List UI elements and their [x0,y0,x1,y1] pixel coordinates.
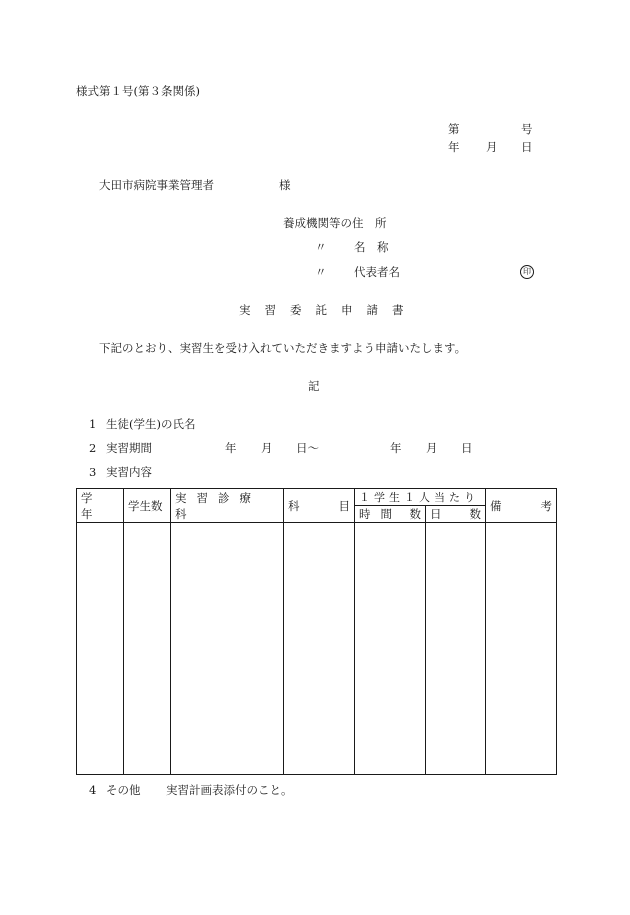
date-day: 日 [521,140,533,154]
header-hours: 時間 数 [355,506,426,523]
item2-label: 実習期間 [106,441,152,455]
item2-from-year: 年 [225,441,237,455]
doc-number-suffix: 号 [521,122,533,136]
item2-to-month: 月 [426,441,438,455]
date-year: 年 [448,140,460,154]
header-days: 日 数 [426,506,486,523]
body-subject-cell [284,523,355,775]
form-number: 様式第１号(第３条関係) [76,84,200,98]
applicant-name-ditto: 〃 [315,240,327,254]
body-remarks-cell [486,523,557,775]
header-grade: 学 年 [77,489,124,523]
header-per-student: １学生１人当たり [355,489,486,506]
seal-mark: 印 [520,265,534,279]
item2-to-day: 日 [461,441,473,455]
header-remarks: 備 考 [486,489,557,523]
item3-label: 実習内容 [106,465,152,479]
header-department: 実習診療科 [171,489,284,523]
body-hours-cell [355,523,426,775]
item2-from-month: 月 [261,441,273,455]
ki-heading: 記 [308,379,320,393]
item2-number: 2 [89,441,97,455]
item2-to-year: 年 [390,441,402,455]
item2-from-day: 日〜 [296,441,319,455]
addressee-name: 大田市病院事業管理者 [99,178,214,192]
item4-text: 実習計画表添付のこと。 [166,783,293,797]
training-content-table [76,488,557,775]
header-subject: 科 目 [284,489,355,523]
applicant-address-label: 養成機関等の住 所 [283,216,387,230]
item4-number: 4 [89,783,97,797]
body-student-count-cell [124,523,171,775]
body-days-cell [426,523,486,775]
date-month: 月 [486,140,498,154]
item1-number: 1 [89,417,97,431]
item4-label: その他 [106,783,141,797]
intro-text: 下記のとおり、実習生を受け入れていただきますよう申請いたします。 [99,341,467,355]
item1-label: 生徒(学生)の氏名 [106,417,196,431]
body-grade-cell [77,523,124,775]
item3-number: 3 [89,465,97,479]
doc-number-prefix: 第 [448,122,460,136]
addressee-honorific: 様 [279,178,291,192]
header-student-count: 学生数 [124,489,171,523]
applicant-rep-ditto: 〃 [315,265,327,279]
applicant-name-label: 名 称 [354,240,389,254]
applicant-rep-label: 代表者名 [354,265,400,279]
document-title: 実習委託申請書 [239,303,418,317]
body-department-cell [171,523,284,775]
